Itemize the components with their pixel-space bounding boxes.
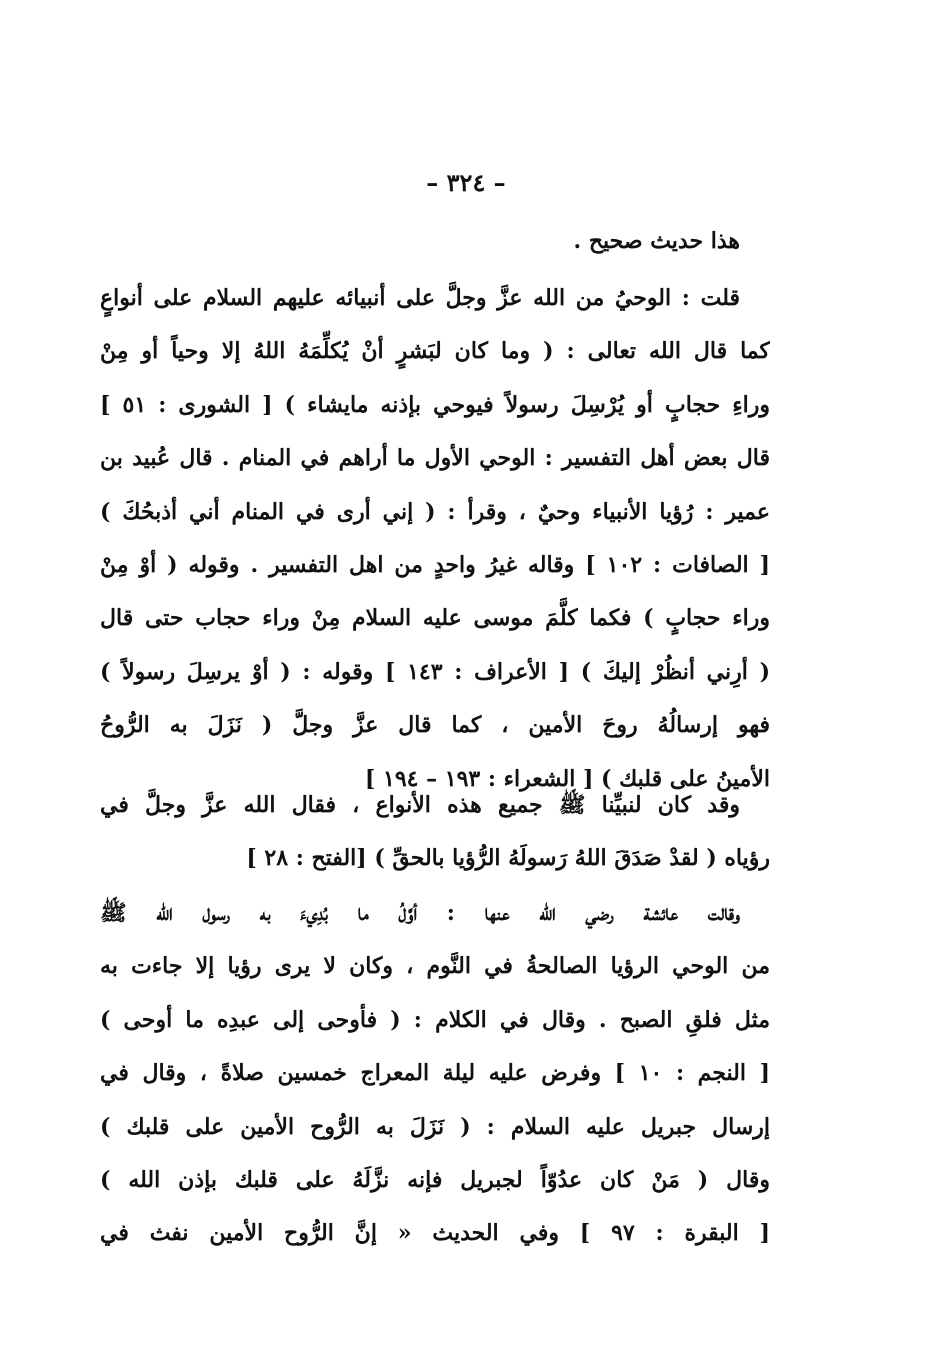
paragraph-types-of-revelation — [100, 272, 770, 806]
text-line: من الوحي الرؤيا الصالحةُ في النَّوم ، وكان لا يرى رؤيا إلا جاءت به — [100, 953, 770, 980]
text-line: مثل فلقِ الصبح . وقال في الكلام : ( فأوحى إلى عبدِه ما أوحى ) — [100, 1006, 770, 1033]
text-line: ( أرِني أنظُرْ إليكَ ) [ الأعراف : ١٤٣ ] وقوله : ( أوْ يرسِلَ رسولاً ) — [100, 658, 770, 685]
text-line: قلت : الوحيُ من الله عزَّ وجلَّ على أنبيائه عليهم السلام على أنواعٍ — [100, 285, 740, 311]
text-line: وقال ( مَنْ كان عدُوّاً لجبريل فإنه نزَّلَهُ على قلبك بإذن الله ) — [100, 1166, 770, 1193]
text-line: إرسال جبريل عليه السلام : ( نَزَلَ به الرُّوح الأمين على قلبك ) — [100, 1113, 770, 1140]
text-line: وقالت عائشة رضي الله عنها : أوَّلُ ما بُدِيءَ به رسول الله ﷺ — [100, 900, 740, 926]
text-line: [ البقرة : ٩٧ ] وفي الحديث « إنَّ الرُّوح الأمين نفث في — [100, 1220, 770, 1247]
text-line: [ النجم : ١٠ ] وفرض عليه ليلة المعراج خمسين صلاةً ، وقال في — [100, 1060, 770, 1087]
paragraph-hadith-note — [100, 215, 770, 268]
text-line: وراءِ حجابٍ أو يُرْسِلَ رسولاً فيوحي بإذنه مايشاء ) [ الشورى : ٥١ ] — [100, 391, 770, 418]
text-line: وراء حجابٍ ) فكما كلَّمَ موسى عليه السلام مِنْ وراء حجاب حتى قال — [100, 605, 770, 632]
text-line: رؤياه ( لقدْ صَدَقَ اللهُ رَسولَهُ الرُّؤيا بالحقِّ ) [الفتح : ٢٨ ] — [246, 845, 770, 872]
text-line: قال بعض أهل التفسير : الوحي الأول ما أراهم في المنام . قال عُبيد بن — [100, 445, 770, 472]
text-line: كما قال الله تعالى : ( وما كان لبَشرٍ أنْ يُكلِّمَهُ اللهُ إلا وحياً أو مِنْ — [100, 338, 770, 365]
paragraph-aisha-narration — [100, 887, 770, 1261]
text-line: [ الصافات : ١٠٢ ] وقاله غيرُ واحدٍ من اهل التفسير . وقوله ( أوْ مِنْ — [100, 551, 770, 578]
paragraph-prophet-revelation — [100, 779, 770, 886]
page-number: – ٣٢٤ – — [426, 168, 506, 197]
text-line: وقد كان لنبيِّنا ﷺ جميع هذه الأنواع ، فقال الله عزَّ وجلَّ في — [100, 792, 740, 818]
text-line: الأمينُ على قلبك ) [ الشعراء : ١٩٣ – ١٩٤ ] — [364, 765, 770, 792]
text-line: عمير : رُؤيا الأنبياء وحيٌ ، وقرأ : ( إني أرى في المنام أني أذبحُكَ ) — [100, 498, 770, 525]
text-line: فهو إرسالُهُ روحَ الأمين ، كما قال عزَّ وجلَّ ( نَزَلَ به الرُّوحُ — [100, 712, 770, 739]
text-line: هذا حديث صحيح . — [573, 228, 740, 254]
